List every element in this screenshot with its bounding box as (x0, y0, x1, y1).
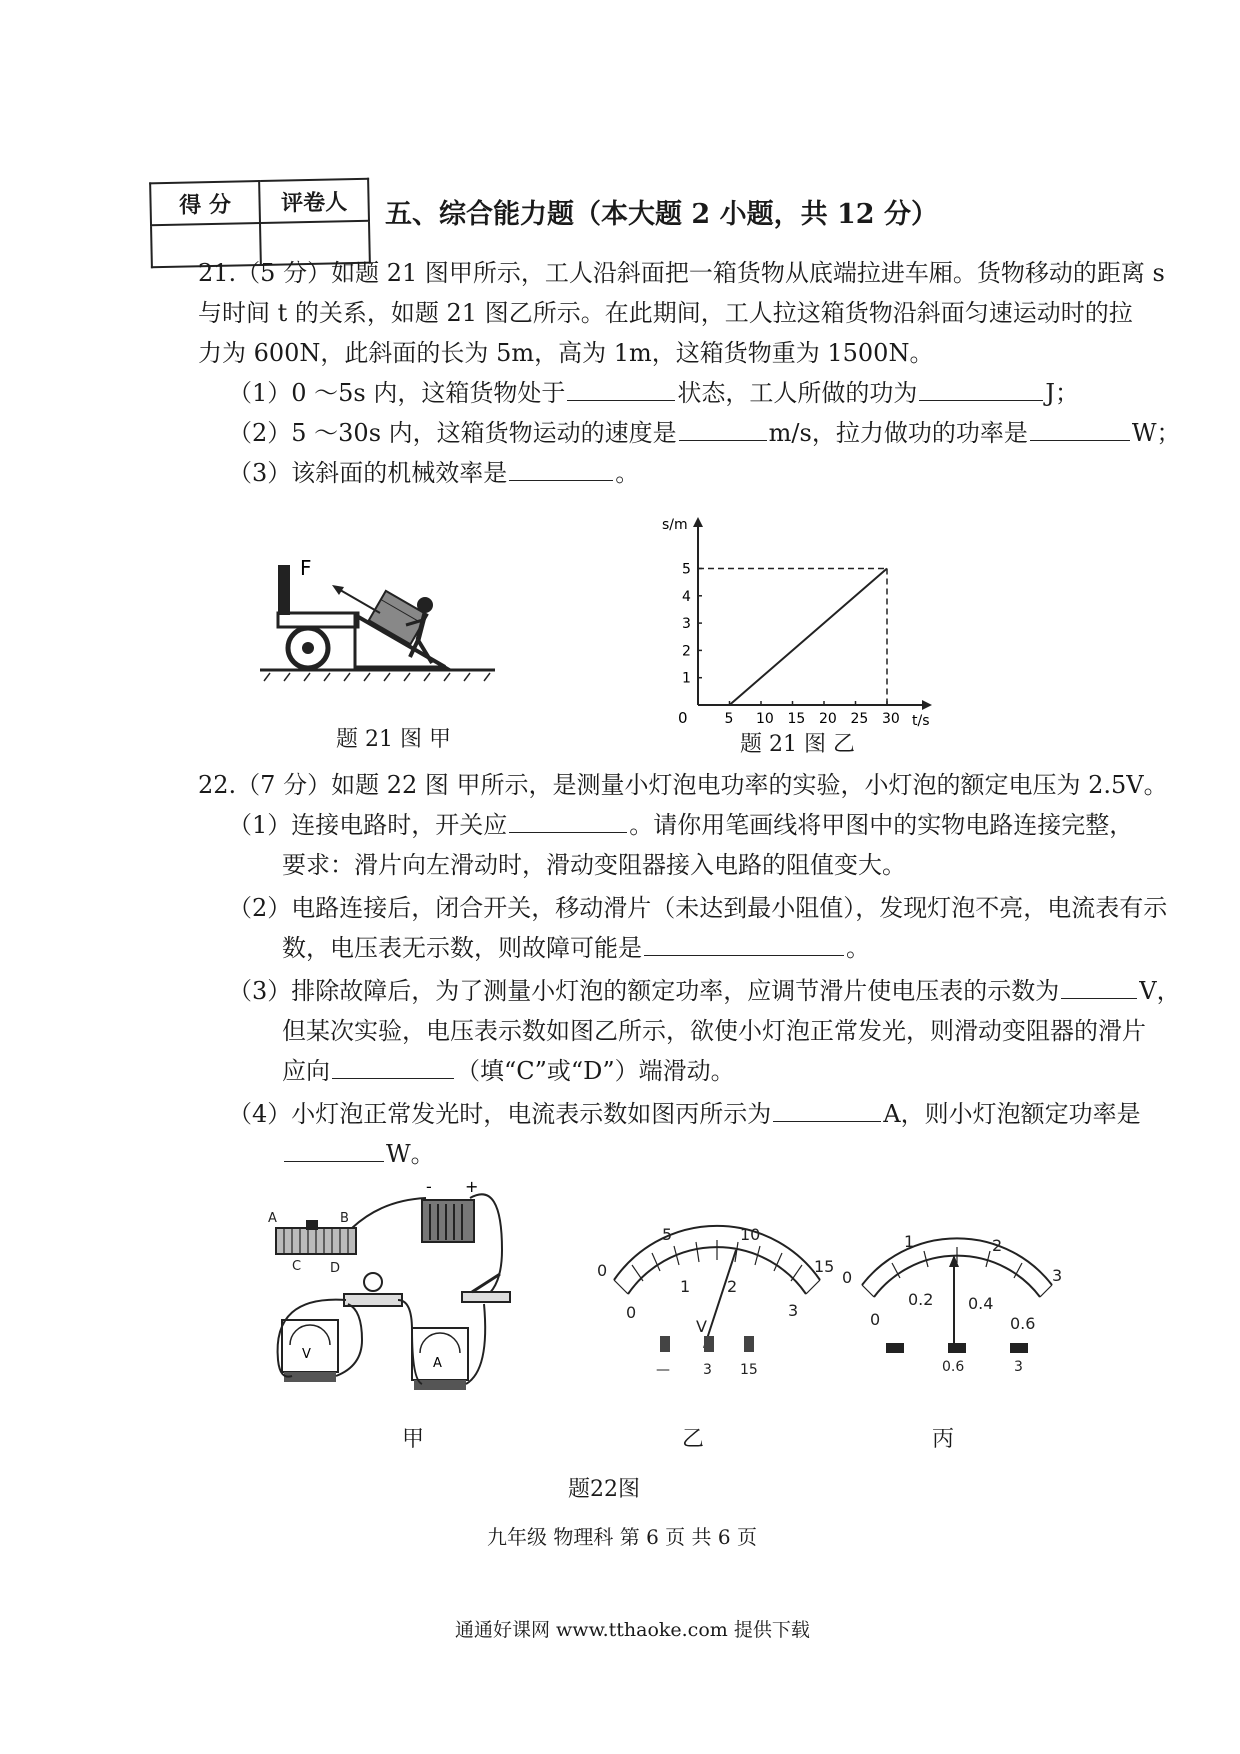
rheostat-label-a: A (268, 1211, 277, 1226)
x-tick-label: 20 (819, 711, 837, 727)
battery-plus: + (465, 1177, 479, 1196)
origin-label: 0 (678, 709, 688, 727)
q21-blank-state[interactable] (567, 378, 675, 401)
fig22-circuit (262, 1170, 582, 1400)
volt-top-15: 15 (814, 1257, 835, 1276)
y-tick-label: 2 (682, 643, 691, 660)
y-axis-label: s/m (662, 517, 688, 533)
switch (462, 1292, 510, 1302)
q22-part4-text-a: （4）小灯泡正常发光时，电流表示数如图丙所示为 (228, 1100, 772, 1128)
q22-part1-req: 要求：滑片向左滑动时，滑动变阻器接入电路的阻值变大。 (282, 851, 906, 879)
q21-part1-text-a: （1）0 ～5s 内，这箱货物处于 (228, 379, 566, 407)
fig21b-st-chart (640, 515, 940, 730)
q22-part1 (228, 810, 1133, 840)
q21-part2-text-c: W； (1131, 419, 1181, 447)
rheostat-label-d: D (330, 1261, 341, 1276)
q22-part3-text-e: （填“C”或“D”）端滑动。 (456, 1057, 735, 1085)
amp-terminal-06: 0.6 (942, 1359, 965, 1375)
q21-part1-text-b: 状态，工人所做的功为 (677, 379, 918, 407)
fig22-voltmeter-dial (592, 1210, 842, 1380)
q22-blank-switch[interactable] (509, 810, 627, 833)
rheostat-label-c: C (292, 1259, 302, 1274)
volt-bottom-2: 2 (727, 1277, 738, 1296)
lamp-base (344, 1294, 402, 1306)
q22-part3-text-b: V， (1139, 977, 1181, 1005)
voltmeter (282, 1320, 338, 1372)
ammeter-letter: A (433, 1356, 442, 1371)
amp-bottom-02: 0.2 (908, 1290, 934, 1309)
q21-blank-power[interactable] (1030, 418, 1130, 441)
score-header: 得 分 (150, 181, 260, 225)
lamp-bulb (364, 1273, 382, 1291)
page-info: 九年级 物理科 第 6 页 共 6 页 (487, 1525, 757, 1549)
x-axis-label: t/s (912, 713, 930, 729)
x-tick-label: 30 (882, 711, 900, 727)
volt-needle (704, 1250, 736, 1348)
x-tick-label: 10 (756, 711, 774, 727)
volt-bottom-1: 1 (680, 1277, 691, 1296)
score-table (149, 178, 371, 269)
y-tick-label: 4 (682, 588, 691, 605)
q22-part2-text-b: 数，电压表无示数，则故障可能是 (282, 934, 642, 962)
y-tick-label: 1 (682, 670, 691, 687)
source-footer: 通通好课网 www.tthaoke.com 提供下载 (455, 1619, 810, 1641)
fig22-label-bing: 丙 (932, 1427, 955, 1452)
q22-part4-text-b: A，则小灯泡额定功率是 (883, 1100, 1141, 1128)
q21-line3: 力为 600N，此斜面的长为 5m，高为 1m，这箱货物重为 1500N。 (198, 339, 934, 367)
q21-part2 (228, 418, 1181, 448)
amp-top-2: 2 (992, 1236, 1003, 1255)
q21-line1: 21.（5 分）如题 21 图甲所示，工人沿斜面把一箱货物从底端拉进车厢。货物移动的距离 s (198, 259, 1165, 287)
q21-blank-work[interactable] (919, 378, 1043, 401)
fig22-caption: 题22图 (568, 1477, 640, 1502)
volt-terminal-15: 15 (740, 1362, 758, 1378)
q21-blank-efficiency[interactable] (509, 458, 613, 481)
amp-bottom-04: 0.4 (968, 1294, 994, 1313)
amp-bottom-0: 0 (870, 1310, 881, 1329)
fig21a-caption: 题 21 图 甲 (336, 727, 451, 752)
x-tick-label: 5 (724, 711, 734, 727)
voltmeter-letter: V (302, 1347, 311, 1362)
q21-line2: 与时间 t 的关系，如题 21 图乙所示。在此期间，工人拉这箱货物沿斜面匀速运动时的拉 (198, 299, 1133, 327)
q21-part3-text-b: 。 (615, 459, 640, 487)
volt-top-5: 5 (662, 1225, 673, 1244)
q22-part3-line2: 但某次实验，电压表示数如图乙所示，欲使小灯泡正常发光，则滑动变阻器的滑片 (282, 1017, 1146, 1045)
q22-blank-rated-power[interactable] (284, 1139, 384, 1162)
y-tick-label: 5 (682, 561, 691, 578)
amp-terminal-3: 3 (1014, 1359, 1023, 1375)
volt-bottom-3: 3 (788, 1301, 799, 1320)
series-line-s-t (730, 569, 888, 706)
q22-part4-line1 (228, 1099, 1141, 1129)
section-title: 五、综合能力题（本大题 2 小题，共 12 分） (385, 199, 938, 230)
q22-blank-fault[interactable] (644, 933, 844, 956)
x-tick-label: 15 (787, 711, 806, 727)
q22-part3-text-a: （3）排除故障后，为了测量小灯泡的额定功率，应调节滑片使电压表的示数为 (228, 977, 1060, 1005)
q22-blank-direction[interactable] (332, 1056, 454, 1079)
q21-part2-text-b: m/s，拉力做功的功率是 (768, 419, 1028, 447)
volt-dial-letter: V (696, 1317, 707, 1336)
amp-top-1: 1 (904, 1232, 915, 1251)
y-tick-label: 3 (682, 616, 691, 633)
volt-bottom-0: 0 (626, 1303, 637, 1322)
volt-top-0: 0 (597, 1261, 608, 1280)
q22-part2-text-c: 。 (846, 934, 870, 962)
q22-part3-text-d: 应向 (282, 1057, 330, 1085)
fig22-label-jia: 甲 (402, 1427, 425, 1452)
fig22-label-yi: 乙 (682, 1427, 705, 1452)
volt-terminal-neg: — (656, 1362, 670, 1378)
q21-part2-text-a: （2）5 ～30s 内，这箱货物运动的速度是 (228, 419, 677, 447)
amp-bottom-06: 0.6 (1010, 1314, 1036, 1333)
q22-part4-line2 (282, 1139, 435, 1169)
q21-part3-text-a: （3）该斜面的机械效率是 (228, 459, 508, 487)
q22-part2-line2 (282, 933, 870, 963)
volt-terminal-3: 3 (703, 1362, 712, 1378)
ammeter (412, 1328, 468, 1380)
fig22-ammeter-dial (842, 1225, 1072, 1385)
amp-top-0: 0 (842, 1268, 853, 1287)
q21-part3 (228, 458, 639, 488)
x-tick-label: 25 (850, 711, 869, 727)
q21-part1 (228, 378, 1079, 408)
q22-blank-voltage[interactable] (1061, 976, 1137, 999)
q22-part1-text-a: （1）连接电路时，开关应 (228, 811, 508, 839)
fig21b-caption: 题 21 图 乙 (740, 732, 855, 757)
q22-part3-line3 (282, 1056, 735, 1086)
q22-part4-text-c: W。 (386, 1140, 435, 1168)
q21-blank-speed[interactable] (679, 418, 767, 441)
q22-blank-current[interactable] (773, 1099, 881, 1122)
amp-top-3: 3 (1052, 1266, 1063, 1285)
rheostat-label-b: B (340, 1211, 349, 1226)
q22-part1-text-b: 。请你用笔画线将甲图中的实物电路连接完整， (629, 811, 1134, 839)
battery-minus: - (426, 1177, 432, 1196)
grader-header: 评卷人 (259, 179, 369, 223)
fig21-incline-diagram (260, 555, 500, 685)
q21-part1-text-c: J； (1045, 379, 1080, 407)
volt-top-10: 10 (740, 1225, 761, 1244)
q22-part2-line1: （2）电路连接后，闭合开关，移动滑片（未达到最小阻值），发现灯泡不亮，电流表有示 (228, 894, 1168, 922)
q22-part3-line1 (228, 976, 1181, 1006)
q22-line1: 22.（7 分）如题 22 图 甲所示，是测量小灯泡电功率的实验，小灯泡的额定电压为 2.5V。 (198, 771, 1168, 799)
force-label: F (300, 556, 312, 580)
